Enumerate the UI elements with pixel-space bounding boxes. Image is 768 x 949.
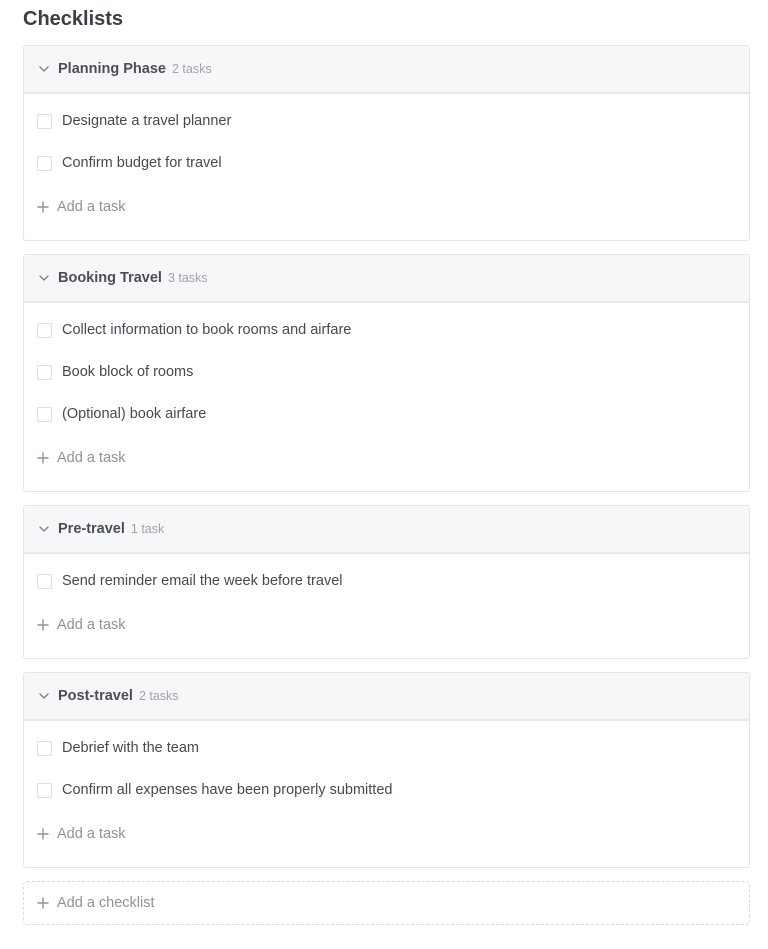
task-checkbox[interactable] xyxy=(37,407,52,422)
task-checkbox[interactable] xyxy=(37,365,52,380)
checklist-pre-travel xyxy=(23,505,750,659)
task-count: 1 task xyxy=(130,522,165,536)
chevron-down-icon[interactable] xyxy=(37,271,51,285)
checklist-planning-phase xyxy=(23,45,750,241)
add-task-label: Add a task xyxy=(57,826,126,842)
checklist-header[interactable] xyxy=(24,46,749,94)
task-item xyxy=(24,309,749,351)
chevron-down-icon[interactable] xyxy=(37,62,51,76)
task-count: 3 tasks xyxy=(167,271,208,285)
task-item xyxy=(24,727,749,769)
task-item xyxy=(24,560,749,602)
checklist-header[interactable] xyxy=(24,506,749,554)
plus-icon xyxy=(37,619,49,631)
checklist-body xyxy=(24,303,749,491)
add-task-button[interactable] xyxy=(24,435,749,481)
plus-icon xyxy=(37,828,49,840)
checklist-body xyxy=(24,721,749,867)
task-item xyxy=(24,100,749,142)
task-item xyxy=(24,393,749,435)
task-item xyxy=(24,351,749,393)
task-checkbox[interactable] xyxy=(37,574,52,589)
chevron-down-icon[interactable] xyxy=(37,689,51,703)
task-count: 2 tasks xyxy=(138,689,179,703)
task-label[interactable]: Collect information to book rooms and airfare xyxy=(62,322,352,338)
task-label[interactable]: Designate a travel planner xyxy=(62,113,232,129)
task-checkbox[interactable] xyxy=(37,741,52,756)
task-item xyxy=(24,769,749,811)
checklist-header[interactable] xyxy=(24,673,749,721)
task-checkbox[interactable] xyxy=(37,783,52,798)
page-title: Checklists xyxy=(23,8,124,30)
checklist-header[interactable] xyxy=(24,255,749,303)
task-item xyxy=(24,142,749,184)
checklist-name: Post-travel xyxy=(58,688,133,704)
checklist-booking-travel xyxy=(23,254,750,492)
checklist-name: Pre-travel xyxy=(58,521,125,537)
task-checkbox[interactable] xyxy=(37,323,52,338)
checklist-name: Planning Phase xyxy=(58,61,166,77)
task-label[interactable]: Confirm budget for travel xyxy=(62,155,222,171)
checklist-post-travel xyxy=(23,672,750,868)
plus-icon xyxy=(37,897,49,909)
task-checkbox[interactable] xyxy=(37,156,52,171)
chevron-down-icon[interactable] xyxy=(37,522,51,536)
plus-icon xyxy=(37,201,49,213)
task-label[interactable]: Send reminder email the week before travel xyxy=(62,573,343,589)
add-checklist-label: Add a checklist xyxy=(57,895,155,911)
add-task-button[interactable] xyxy=(24,602,749,648)
task-checkbox[interactable] xyxy=(37,114,52,129)
plus-icon xyxy=(37,452,49,464)
add-task-button[interactable] xyxy=(24,184,749,230)
add-task-button[interactable] xyxy=(24,811,749,857)
checklist-body xyxy=(24,554,749,658)
task-label[interactable]: (Optional) book airfare xyxy=(62,406,207,422)
checklist-name: Booking Travel xyxy=(58,270,162,286)
add-checklist-button[interactable] xyxy=(23,881,750,925)
add-task-label: Add a task xyxy=(57,617,126,633)
add-task-label: Add a task xyxy=(57,199,126,215)
task-count: 2 tasks xyxy=(171,62,212,76)
task-label[interactable]: Confirm all expenses have been properly submitted xyxy=(62,782,393,798)
checklist-body xyxy=(24,94,749,240)
task-label[interactable]: Debrief with the team xyxy=(62,740,200,756)
add-task-label: Add a task xyxy=(57,450,126,466)
task-label[interactable]: Book block of rooms xyxy=(62,364,194,380)
